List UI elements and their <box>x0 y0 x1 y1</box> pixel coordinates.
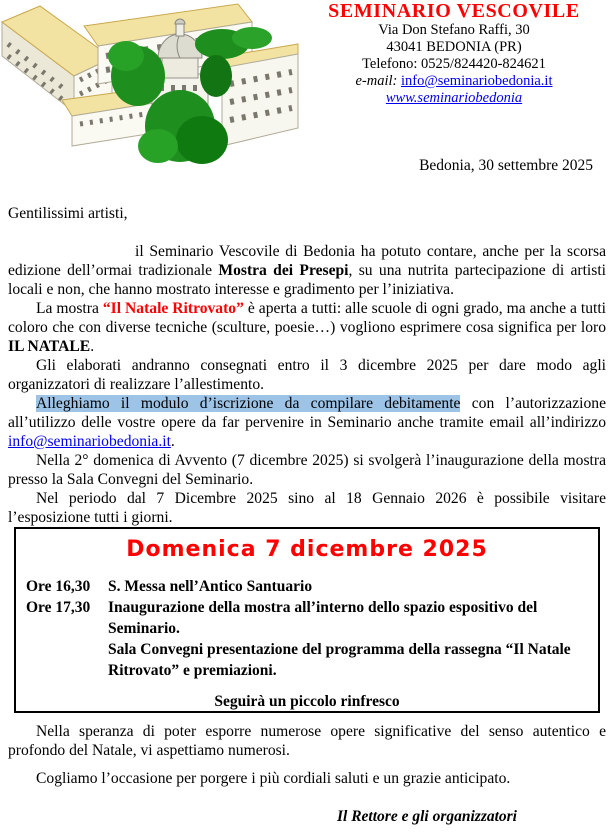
closing-block <box>8 722 606 788</box>
salutation: Gentilissimi artisti, <box>8 205 128 222</box>
website-link[interactable]: www.seminariobedonia <box>385 90 523 106</box>
paragraph-text: . <box>90 338 95 355</box>
email-label: e-mail: <box>355 73 398 89</box>
schedule-row <box>26 597 588 681</box>
paragraph-text: con l’autorizzazione all’utilizzo delle vostre opere da far pervenire in Seminario anche tramite email all’indirizzo <box>8 395 606 431</box>
paragraph-text: La mostra <box>36 300 103 317</box>
date-line: Bedonia, 30 settembre 2025 <box>419 157 593 174</box>
letter-paragraph-2 <box>8 299 606 356</box>
seminary-illustration <box>0 0 312 170</box>
phone-line: Telefono: 0525/824420-824621 <box>362 56 546 72</box>
event-title: Domenica 7 dicembre 2025 <box>126 537 488 562</box>
letterhead <box>298 0 610 107</box>
schedule-time: Ore 16,30 <box>26 578 91 595</box>
schedule-desc: S. Messa nell’Antico Santuario <box>108 578 313 595</box>
exhibit-name-red: “Il Natale Ritrovato” <box>102 300 244 317</box>
closing-paragraph-2: Cogliamo l’occasione per porgere i più cordiali saluti e un grazie anticipato. <box>36 770 511 787</box>
event-box <box>14 527 600 713</box>
paragraph-text: è aperta a tutti: alle scuole di ogni grado, ma anche a tutti coloro che con diverse tecniche (sculture, poesie…) vogliono esprimere cosa significa per loro <box>8 300 607 336</box>
schedule-desc <box>108 597 588 681</box>
letter-paragraph-1 <box>8 242 606 299</box>
signature-line: Il Rettore e gli organizzatori <box>337 808 517 825</box>
email-line <box>298 73 610 90</box>
event-schedule <box>26 576 588 681</box>
highlighted-text: Alleghiamo il modulo d’iscrizione da compilare debitamente <box>36 395 461 412</box>
body-email-link[interactable]: info@seminariobedonia.it <box>8 433 171 450</box>
org-name: SEMINARIO VESCOVILE <box>328 0 580 22</box>
address-line-1: Via Don Stefano Raffi, 30 <box>378 22 530 38</box>
website-line <box>298 90 610 107</box>
schedule-desc-line-1: Inaugurazione della mostra all’interno dello spazio espositivo del Seminario. <box>108 599 538 637</box>
schedule-row <box>26 576 588 597</box>
schedule-time: Ore 17,30 <box>26 599 91 616</box>
letter-body <box>8 204 606 527</box>
paragraph-text: , su una nutrita partecipazione di artisti locali e non, che hanno mostrato interesse e gradimento per l’iniziativa. <box>8 262 607 298</box>
schedule-desc-line-2: Sala Convegni presentazione del programma della rassegna “Il Natale Ritrovato” e premiazioni. <box>108 641 571 679</box>
letter-paragraph-4 <box>8 394 606 451</box>
header-email-link[interactable]: info@seminariobedonia.it <box>401 73 553 89</box>
seminary-building-drawing <box>0 0 312 170</box>
event-box-footer: Seguirà un piccolo rinfresco <box>214 693 400 710</box>
letter-paragraph-5: Nella 2° domenica di Avvento (7 dicembre 2025) si svolgerà l’inaugurazione della mostra presso la Sala Convegni del Seminario. <box>8 452 606 488</box>
paragraph-text: il Seminario Vescovile di Bedonia ha potuto contare, anche per la scorsa edizione dell’ormai tradizionale <box>8 243 606 279</box>
letter-paragraph-3: Gli elaborati andranno consegnati entro il 3 dicembre 2025 per dare modo agli organizzatori di realizzare l’allestimento. <box>8 357 606 393</box>
paragraph-text: . <box>170 433 175 450</box>
letter-paragraph-6: Nel periodo dal 7 Dicembre 2025 sino al 18 Gennaio 2026 è possibile visitare l’esposizione tutti i giorni. <box>8 490 606 526</box>
bold-text: IL NATALE <box>8 338 91 355</box>
bold-text: Mostra dei Presepi <box>218 262 349 279</box>
address-line-2: 43041 BEDONIA (PR) <box>386 39 522 55</box>
closing-paragraph-1: Nella speranza di poter esporre numerose opere significative del senso autentico e profondo del Natale, vi aspettiamo numerosi. <box>8 723 606 759</box>
